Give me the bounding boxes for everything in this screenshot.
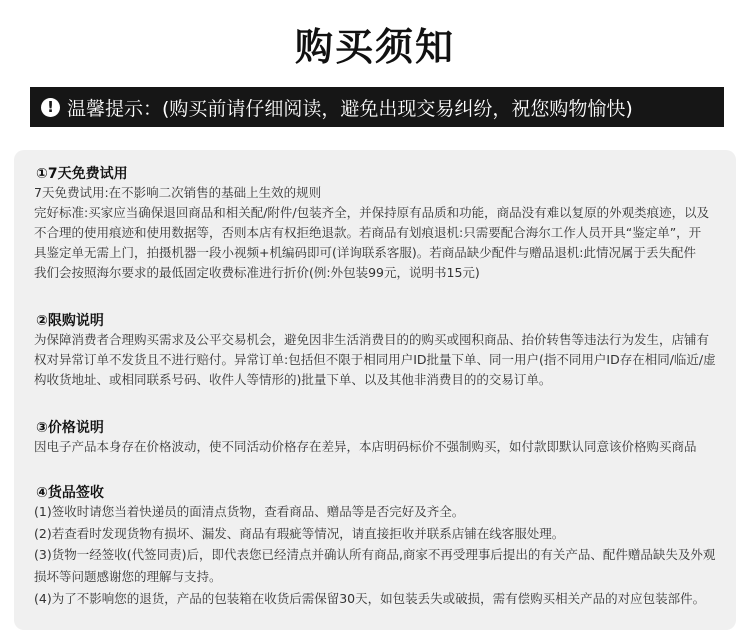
notice-banner	[30, 87, 724, 127]
section-line: 因电子产品本身存在价格波动，使不同活动价格存在差异，本店明码标价不强制购买，如付款即默认同意该价格购买商品	[34, 439, 697, 454]
section-line: 不合理的使用痕迹和使用数据等，否则本店有权拒绝退款。若商品有划痕退机:只需要配合海尔工作人员开具“鉴定单”，开	[34, 225, 702, 240]
section-line: (1)签收时请您当着快递员的面清点货物，查看商品、赠品等是否完好及齐全。	[34, 504, 465, 519]
section-line: 构收货地址、或相同联系号码、收件人等情形的)批量下单、以及其他非消费目的的交易订单。	[34, 372, 552, 387]
notice-text: 温馨提示：(购买前请仔细阅读，避免出现交易纠纷，祝您购物愉快)	[67, 97, 633, 120]
section-line: 权对异常订单不发货且不进行赔付。异常订单:包括但不限于相同用户ID批量下单、同一用户(指不同用户ID存在相同/临近/虚	[34, 352, 716, 367]
section-line: (3)货物一经签收(代签同责)后，即代表您已经清点并确认所有商品,商家不再受理事后提出的有关产品、配件赠品缺失及外观	[34, 547, 716, 562]
section-line: 具鉴定单无需上门，拍摄机器一段小视频+机编码即可(详询联系客服)。若商品缺少配件与赠品退机:此情况属于丢失配件	[34, 245, 696, 260]
section-line: 完好标准:买家应当确保退回商品和相关配/附件/包装齐全，并保持原有品质和功能，商品没有难以复原的外观类痕迹，以及	[34, 205, 710, 220]
section-title-trial: ①7天免费试用	[36, 166, 128, 182]
section-line: 7天免费试用:在不影响二次销售的基础上生效的规则	[34, 185, 322, 200]
section-line: (2)若查看时发现货物有损坏、漏发、商品有瑕疵等情况，请直接拒收并联系店铺在线客服处理。	[34, 526, 565, 541]
section-title-receipt: ④货品签收	[36, 485, 104, 501]
exclamation-circle-icon: !	[41, 98, 60, 117]
notice-content	[14, 150, 736, 630]
section-line: 为保障消费者合理购买需求及公平交易机会，避免因非生活消费目的的购买或囤积商品、抬价转售等违法行为发生，店铺有	[34, 332, 710, 347]
section-title-purchase-limit: ②限购说明	[36, 313, 104, 329]
section-line: 损坏等问题感谢您的理解与支持。	[34, 569, 222, 584]
section-line: 我们会按照海尔要求的最低固定收费标准进行折价(例:外包装99元，说明书15元)	[34, 265, 480, 280]
page-title: 购买须知	[294, 25, 455, 69]
section-title-price: ③价格说明	[36, 420, 104, 436]
section-line: (4)为了不影响您的退货，产品的包装箱在收货后需保留30天，如包装丢失或破损，需有偿购买相关产品的对应包装部件。	[34, 591, 706, 606]
